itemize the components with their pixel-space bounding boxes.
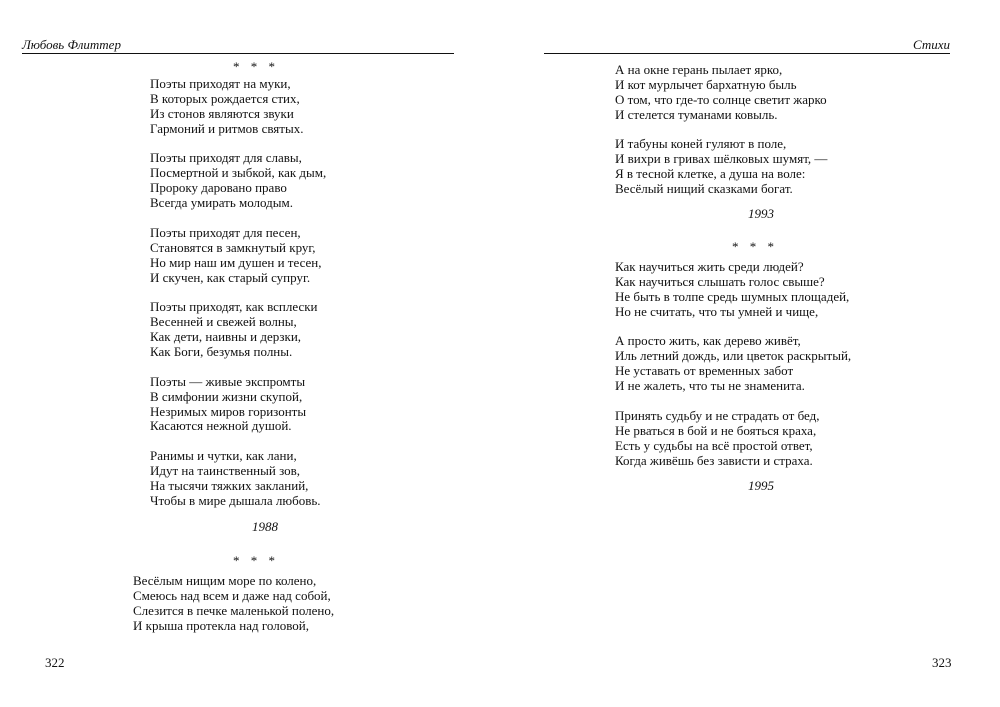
verse-line: Гармоний и ритмов святых. xyxy=(150,120,304,136)
verse-line: И табуны коней гуляют в поле, xyxy=(615,136,787,152)
poem2-continuation-text xyxy=(615,63,827,197)
verse-line: На тысячи тяжких закланий, xyxy=(150,478,309,494)
verse-line: В которых рождается стих, xyxy=(150,90,300,106)
running-header-section: Стихи xyxy=(912,37,950,52)
stanza-break xyxy=(615,394,851,409)
header-rule xyxy=(544,53,950,54)
poem3-separator: * * * xyxy=(732,239,778,254)
verse-line: Поэты приходят на муки, xyxy=(150,76,291,91)
verse-line: Посмертной и зыбкой, как дым, xyxy=(150,165,327,181)
poem2-separator: * * * xyxy=(233,553,279,568)
verse-line: Весенней и свежей волны, xyxy=(150,314,297,330)
stanza-break xyxy=(150,137,326,152)
poem1-text xyxy=(150,77,326,509)
verse-line: Не уставать от временных забот xyxy=(615,363,794,379)
verse-line: Незримых миров горизонты xyxy=(150,403,307,419)
verse-line: И не жалеть, что ты не знаменита. xyxy=(615,378,805,394)
verse-line: Не рваться в бой и не бояться краха, xyxy=(615,422,817,438)
poem3-year: 1995 xyxy=(748,478,774,493)
verse-line: А на окне герань пылает ярко, xyxy=(615,62,783,77)
verse-line: Как научиться слышать голос свыше? xyxy=(615,273,825,289)
verse-line: Поэты приходят для славы, xyxy=(150,150,302,166)
page-number-left: 322 xyxy=(45,655,65,670)
verse-line: Я в тесной клетке, а душа на воле: xyxy=(615,166,806,182)
poem3-text xyxy=(615,260,851,468)
verse-line: Как дети, наивны и дерзки, xyxy=(150,329,302,345)
stanza-break xyxy=(150,211,326,226)
verse-line: Поэты приходят для песен, xyxy=(150,224,301,240)
verse-line: Поэты приходят, как всплески xyxy=(150,299,318,315)
verse-line: Слезится в печке маленькой полено, xyxy=(133,602,335,618)
verse-line: Пророку даровано право xyxy=(150,180,287,196)
verse-line: Весёлый нищий сказками богат. xyxy=(615,181,793,197)
verse-line: Смеюсь над всем и даже над собой, xyxy=(133,587,331,603)
poem2-text xyxy=(133,574,334,634)
verse-line: И скучен, как старый супруг. xyxy=(150,269,311,285)
running-header-author: Любовь Флиттер xyxy=(22,37,121,52)
stanza-break xyxy=(150,285,326,300)
verse-line: Как Боги, безумья полны. xyxy=(150,344,293,360)
verse-line: И стелется туманами ковыль. xyxy=(615,106,778,122)
verse-line: А просто жить, как дерево живёт, xyxy=(615,333,801,349)
stanza-break xyxy=(615,320,851,335)
verse-line: Иль летний дождь, или цветок раскрытый, xyxy=(615,348,852,364)
header-rule xyxy=(22,53,454,54)
right-page xyxy=(500,0,1000,707)
stanza-break xyxy=(615,123,827,138)
verse-line: Ранимы и чутки, как лани, xyxy=(150,448,297,464)
verse-line: Поэты — живые экспромты xyxy=(150,373,306,389)
verse-line: Касаются нежной душой. xyxy=(150,418,292,434)
verse-line: Становятся в замкнутый круг, xyxy=(150,239,316,255)
poem1-year: 1988 xyxy=(252,519,278,534)
verse-line: Идут на таинственный зов, xyxy=(150,463,301,479)
poem2-year: 1993 xyxy=(748,206,774,221)
stanza-break xyxy=(150,360,326,375)
verse-line: Есть у судьбы на всё простой ответ, xyxy=(615,437,813,453)
verse-line: Когда живёшь без зависти и страха. xyxy=(615,452,813,468)
verse-line: Всегда умирать молодым. xyxy=(150,195,293,211)
verse-line: Чтобы в мире дышала любовь. xyxy=(150,492,321,508)
verse-line: Как научиться жить среди людей? xyxy=(615,259,804,274)
verse-line: В симфонии жизни скупой, xyxy=(150,388,303,404)
verse-line: И кот мурлычет бархатную быль xyxy=(615,76,797,92)
verse-line: Но мир наш им душен и тесен, xyxy=(150,254,322,270)
verse-line: Весёлым нищим море по колено, xyxy=(133,573,317,588)
poem1-separator: * * * xyxy=(233,59,279,74)
verse-line: Не быть в толпе средь шумных площадей, xyxy=(615,288,850,304)
verse-line: Из стонов являются звуки xyxy=(150,105,294,121)
verse-line: Принять судьбу и не страдать от бед, xyxy=(615,407,820,423)
verse-line: О том, что где-то солнце светит жарко xyxy=(615,91,827,107)
verse-line: И вихри в гривах шёлковых шумят, — xyxy=(615,151,828,167)
page-number-right: 323 xyxy=(932,655,952,670)
verse-line: И крыша протекла над головой, xyxy=(133,617,309,633)
verse-line: Но не считать, что ты умней и чище, xyxy=(615,303,819,319)
stanza-break xyxy=(150,434,326,449)
